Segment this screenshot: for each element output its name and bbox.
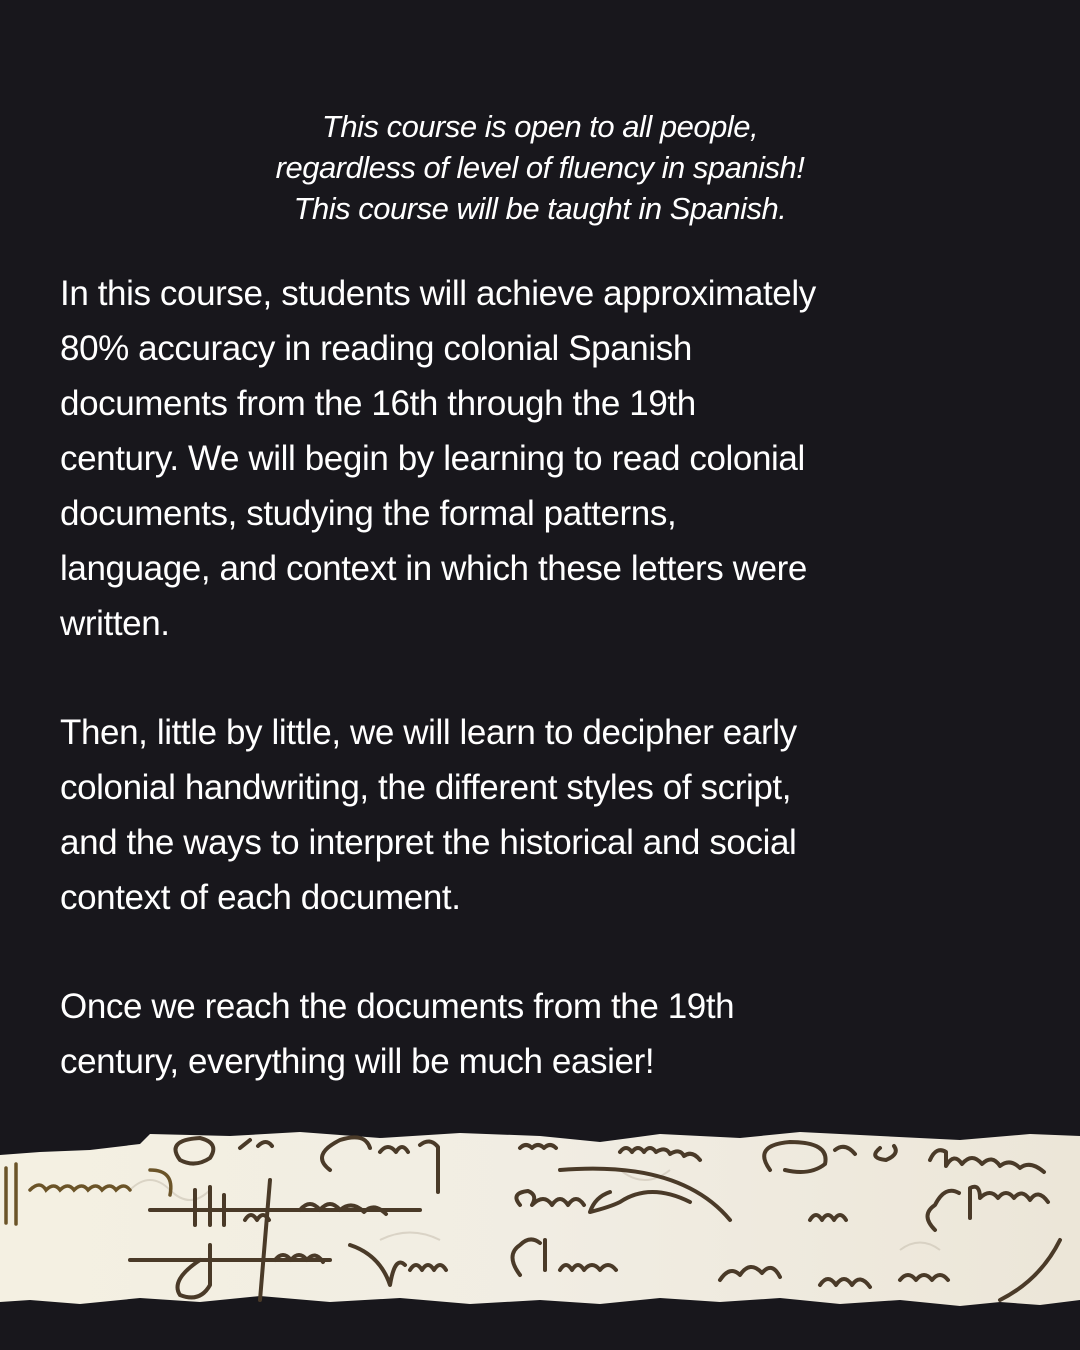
paragraph-line: colonial handwriting, the different styles of script,: [60, 768, 792, 807]
paragraph-line: documents, studying the formal patterns,: [60, 494, 677, 533]
paragraph-course-overview: [60, 266, 1020, 651]
paragraph-line: Once we reach the documents from the 19th: [60, 987, 735, 1026]
paragraph-handwriting: [60, 705, 1020, 925]
paragraph-line: documents from the 16th through the 19th: [60, 384, 696, 423]
paragraph-line: century. We will begin by learning to read colonial: [60, 439, 805, 478]
paragraph-line: context of each document.: [60, 878, 461, 917]
paragraph-conclusion: [60, 979, 1020, 1089]
paragraph-line: century, everything will be much easier!: [60, 1042, 655, 1081]
paragraph-line: 80% accuracy in reading colonial Spanish: [60, 329, 692, 368]
paragraph-line: language, and context in which these letters were: [60, 549, 807, 588]
paragraph-line: Then, little by little, we will learn to decipher early: [60, 713, 797, 752]
intro-line: regardless of level of fluency in spanish!: [275, 150, 805, 185]
intro-note: [0, 106, 1080, 229]
paragraph-line: and the ways to interpret the historical and social: [60, 823, 797, 862]
intro-line: This course will be taught in Spanish.: [293, 191, 787, 226]
paragraph-line: In this course, students will achieve approximately: [60, 274, 816, 313]
manuscript-strip-image: [0, 1130, 1080, 1320]
intro-line: This course is open to all people,: [321, 109, 759, 144]
paragraph-line: written.: [60, 604, 170, 643]
